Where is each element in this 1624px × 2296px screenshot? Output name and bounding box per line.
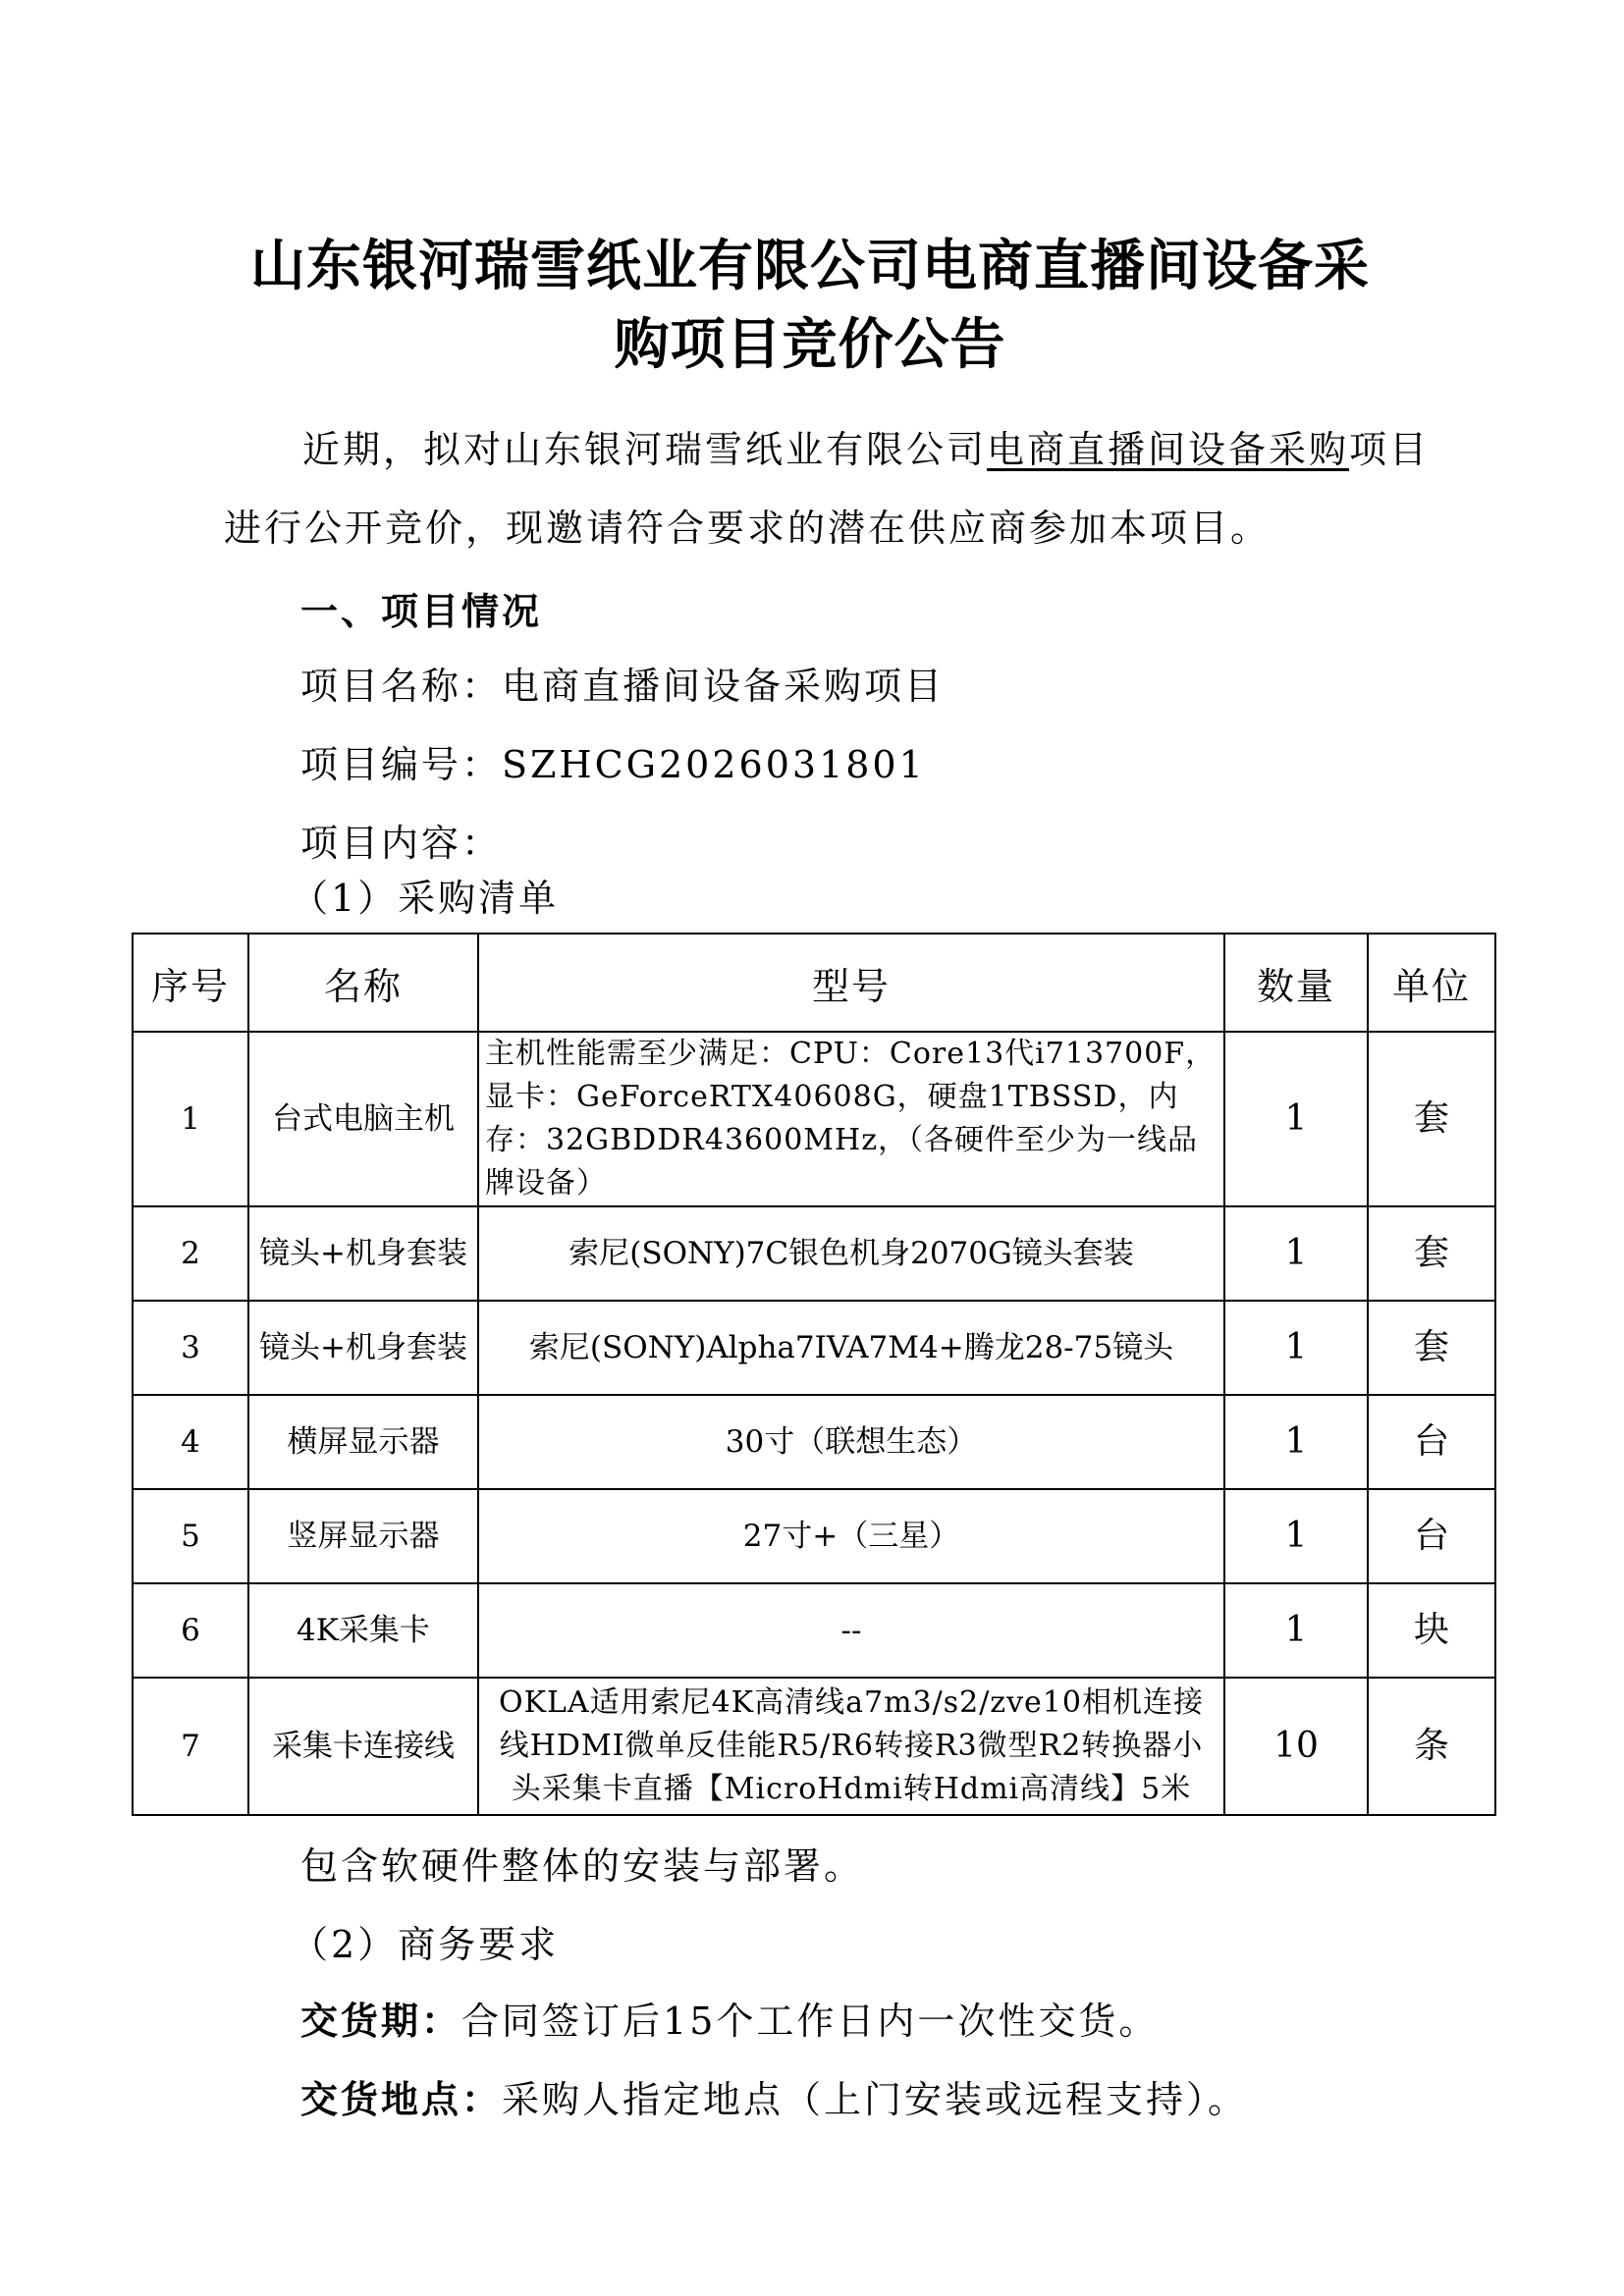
header-no: 序号 [133, 934, 248, 1032]
cell-name: 4K采集卡 [248, 1583, 478, 1678]
cell-no: 3 [133, 1301, 248, 1395]
table-row [133, 1301, 1495, 1395]
table-row [133, 1206, 1495, 1301]
purchase-list-table [132, 933, 1496, 1816]
cell-qty: 1 [1224, 1583, 1368, 1678]
section-heading-project-info: 一、项目情况 [300, 590, 543, 633]
cell-model: 索尼(SONY)7C银色机身2070G镜头套装 [478, 1206, 1224, 1301]
delivery-place-label: 交货地点： [300, 2078, 503, 2121]
cell-qty: 1 [1224, 1489, 1368, 1583]
cell-model: OKLA适用索尼4K高清线a7m3/s2/zve10相机连接线HDMI微单反佳能R5/R6转接R3微型R2转换器小头采集卡直播【MicroHdmi转Hdmi高清线】5米 [478, 1678, 1224, 1815]
cell-qty: 1 [1224, 1206, 1368, 1301]
table-row [133, 1489, 1495, 1583]
cell-model: 27寸+（三星） [478, 1489, 1224, 1583]
cell-unit: 台 [1368, 1489, 1495, 1583]
delivery-period [300, 1991, 1159, 2045]
cell-qty: 1 [1224, 1032, 1368, 1206]
delivery-period-label: 交货期： [300, 2000, 462, 2043]
cell-no: 5 [133, 1489, 248, 1583]
purchase-list-heading: （1）采购清单 [291, 877, 560, 920]
cell-model: 索尼(SONY)Alpha7IVA7M4+腾龙28-75镜头 [478, 1301, 1224, 1395]
header-qty: 数量 [1224, 934, 1368, 1032]
header-unit: 单位 [1368, 934, 1495, 1032]
cell-qty: 1 [1224, 1301, 1368, 1395]
project-number: 项目编号：SZHCG2026031801 [300, 743, 926, 786]
cell-model: -- [478, 1583, 1224, 1678]
title-line-1: 山东银河瑞雪纸业有限公司电商直播间设备采 [250, 235, 1370, 298]
delivery-place-value: 采购人指定地点（上门安装或远程支持）。 [502, 2078, 1249, 2121]
cell-name: 台式电脑主机 [248, 1032, 478, 1206]
install-note: 包含软硬件整体的安装与部署。 [300, 1844, 865, 1888]
table-row [133, 1032, 1495, 1206]
cell-unit: 套 [1368, 1301, 1495, 1395]
cell-model: 30寸（联想生态） [478, 1395, 1224, 1489]
delivery-period-value: 合同签订后15个工作日内一次性交货。 [461, 2000, 1160, 2043]
cell-name: 镜头+机身套装 [248, 1206, 478, 1301]
cell-no: 1 [133, 1032, 248, 1206]
delivery-place [300, 2069, 1248, 2123]
title-line-2: 购项目竞价公告 [614, 313, 1006, 377]
business-requirements-heading: （2）商务要求 [291, 1923, 560, 1966]
header-name: 名称 [248, 934, 478, 1032]
intro-text-before: 近期，拟对山东银河瑞雪纸业有限公司 [302, 428, 988, 471]
cell-unit: 套 [1368, 1206, 1495, 1301]
cell-no: 7 [133, 1678, 248, 1815]
cell-unit: 台 [1368, 1395, 1495, 1489]
project-name: 项目名称：电商直播间设备采购项目 [300, 665, 946, 708]
intro-paragraph [224, 410, 1441, 567]
header-model: 型号 [478, 934, 1224, 1032]
cell-unit: 条 [1368, 1678, 1495, 1815]
cell-no: 2 [133, 1206, 248, 1301]
cell-no: 4 [133, 1395, 248, 1489]
cell-name: 竖屏显示器 [248, 1489, 478, 1583]
cell-unit: 套 [1368, 1032, 1495, 1206]
table-row [133, 1678, 1495, 1815]
cell-name: 横屏显示器 [248, 1395, 478, 1489]
table-header-row [133, 934, 1495, 1032]
cell-name: 镜头+机身套装 [248, 1301, 478, 1395]
cell-no: 6 [133, 1583, 248, 1678]
table-row [133, 1583, 1495, 1678]
intro-text-after: 项目进行公开竞价，现邀请符合要求的潜在供应商参加本项目。 [224, 428, 1431, 550]
project-content-label: 项目内容： [300, 822, 503, 865]
cell-qty: 10 [1224, 1678, 1368, 1815]
cell-model: 主机性能需至少满足：CPU：Core13代i713700F，显卡：GeForceRTX40608G，硬盘1TBSSD，内存：32GBDDR43600MHz，（各硬件至少为一线品牌设备） [478, 1032, 1224, 1206]
cell-name: 采集卡连接线 [248, 1678, 478, 1815]
document-title [187, 228, 1434, 385]
cell-qty: 1 [1224, 1395, 1368, 1489]
table-row [133, 1395, 1495, 1489]
cell-unit: 块 [1368, 1583, 1495, 1678]
intro-underlined-project: 电商直播间设备采购 [987, 428, 1350, 471]
